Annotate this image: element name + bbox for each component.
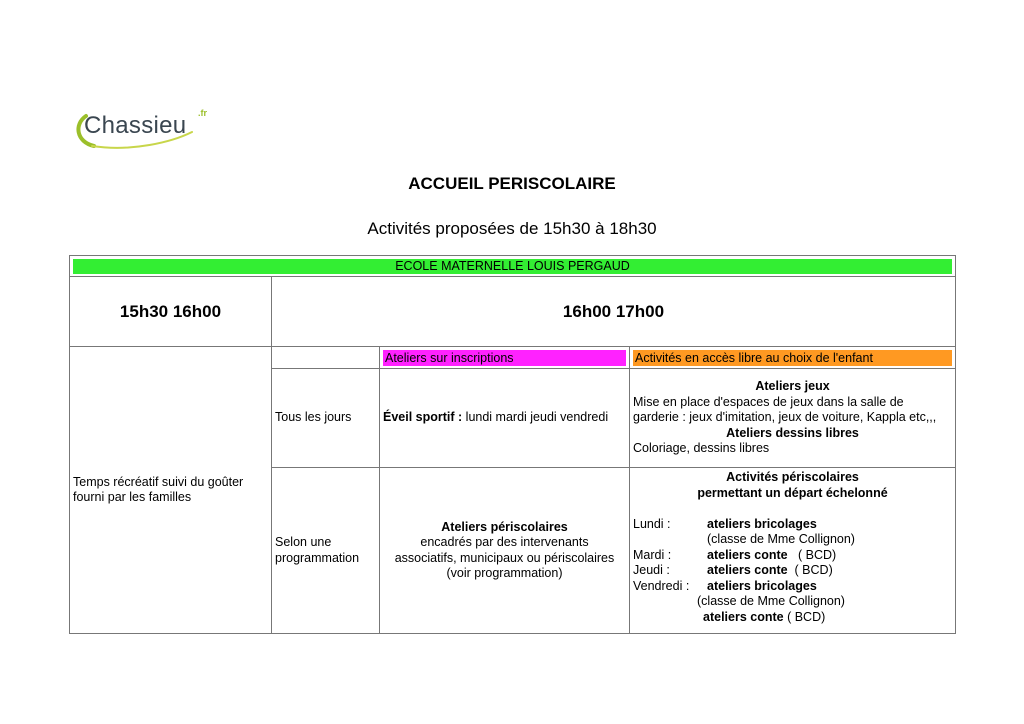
lundi-note: (classe de Mme Collignon) — [707, 532, 855, 546]
periscolaire-cell — [380, 468, 630, 634]
peri-line1: encadrés par des intervenants — [420, 535, 589, 549]
peri-title: Ateliers périscolaires — [441, 519, 568, 534]
logo-text: Chassieu — [84, 112, 187, 139]
time-row — [70, 277, 956, 347]
vendredi-activity: ateliers bricolages — [707, 578, 817, 593]
day-mardi: Mardi : — [633, 547, 672, 562]
eveil-sportif-cell — [380, 369, 630, 468]
schedule-cell — [630, 468, 956, 634]
free-activities-cell — [630, 369, 956, 468]
daily-when: Tous les jours — [272, 369, 380, 468]
eveil-label: Éveil sportif : — [383, 410, 463, 425]
logo-sup: .fr — [198, 108, 207, 118]
last-note: ( BCD) — [783, 609, 826, 624]
mardi-note: ( BCD) — [787, 547, 837, 562]
dessins-text: Coloriage, dessins libres — [633, 441, 770, 456]
jeudi-note: ( BCD) — [787, 563, 833, 577]
school-cell — [70, 256, 956, 277]
day-lundi: Lundi : — [633, 516, 671, 531]
act-title1: Activités périscolaires — [726, 470, 859, 484]
schedule-lundi — [633, 517, 952, 533]
mardi-activity: ateliers conte — [707, 547, 788, 562]
page-subtitle: Activités proposées de 15h30 à 18h30 — [367, 219, 657, 238]
schedule-vendredi — [633, 579, 952, 595]
peri-line2: associatifs, municipaux ou périscolaires — [394, 550, 615, 565]
inscriptions-header-cell — [380, 347, 630, 369]
empty-header-cell — [272, 347, 380, 369]
last-activity: ateliers conte — [703, 609, 784, 624]
eveil-days: lundi mardi jeudi vendredi — [462, 410, 609, 425]
category-header-row — [70, 347, 956, 369]
programmed-when: Selon une programmation — [272, 468, 380, 634]
peri-line3: (voir programmation) — [446, 566, 563, 580]
time-slot-1: 15h30 16h00 — [70, 277, 272, 347]
dessins-title: Ateliers dessins libres — [726, 425, 859, 440]
act-title2: permettant un départ échelonné — [697, 485, 888, 500]
day-vendredi: Vendredi : — [633, 578, 690, 593]
schedule-mardi — [633, 548, 952, 564]
schedule-last — [633, 610, 952, 626]
schedule-jeudi — [633, 563, 952, 579]
lundi-activity: ateliers bricolages — [707, 516, 817, 531]
libre-header: Activités en accès libre au choix de l'enfant — [633, 350, 952, 366]
vendredi-note: (classe de Mme Collignon) — [697, 594, 845, 608]
inscriptions-header: Ateliers sur inscriptions — [383, 350, 626, 366]
activities-table — [69, 255, 956, 634]
day-jeudi: Jeudi : — [633, 563, 670, 577]
chassieu-logo — [72, 98, 210, 156]
jeux-title: Ateliers jeux — [755, 379, 830, 394]
page-title: ACCUEIL PERISCOLAIRE — [408, 174, 616, 193]
school-name: ECOLE MATERNELLE LOUIS PERGAUD — [73, 259, 952, 274]
jeux-text: Mise en place d'espaces de jeux dans la salle de garderie : jeux d'imitation, jeux de voiture, Kappla etc,,, — [633, 394, 937, 425]
recess-cell: Temps récréatif suivi du goûter fourni par les familles — [70, 347, 272, 634]
school-row — [70, 256, 956, 277]
jeudi-activity: ateliers conte — [707, 563, 788, 577]
time-slot-2: 16h00 17h00 — [272, 277, 956, 347]
libre-header-cell — [630, 347, 956, 369]
